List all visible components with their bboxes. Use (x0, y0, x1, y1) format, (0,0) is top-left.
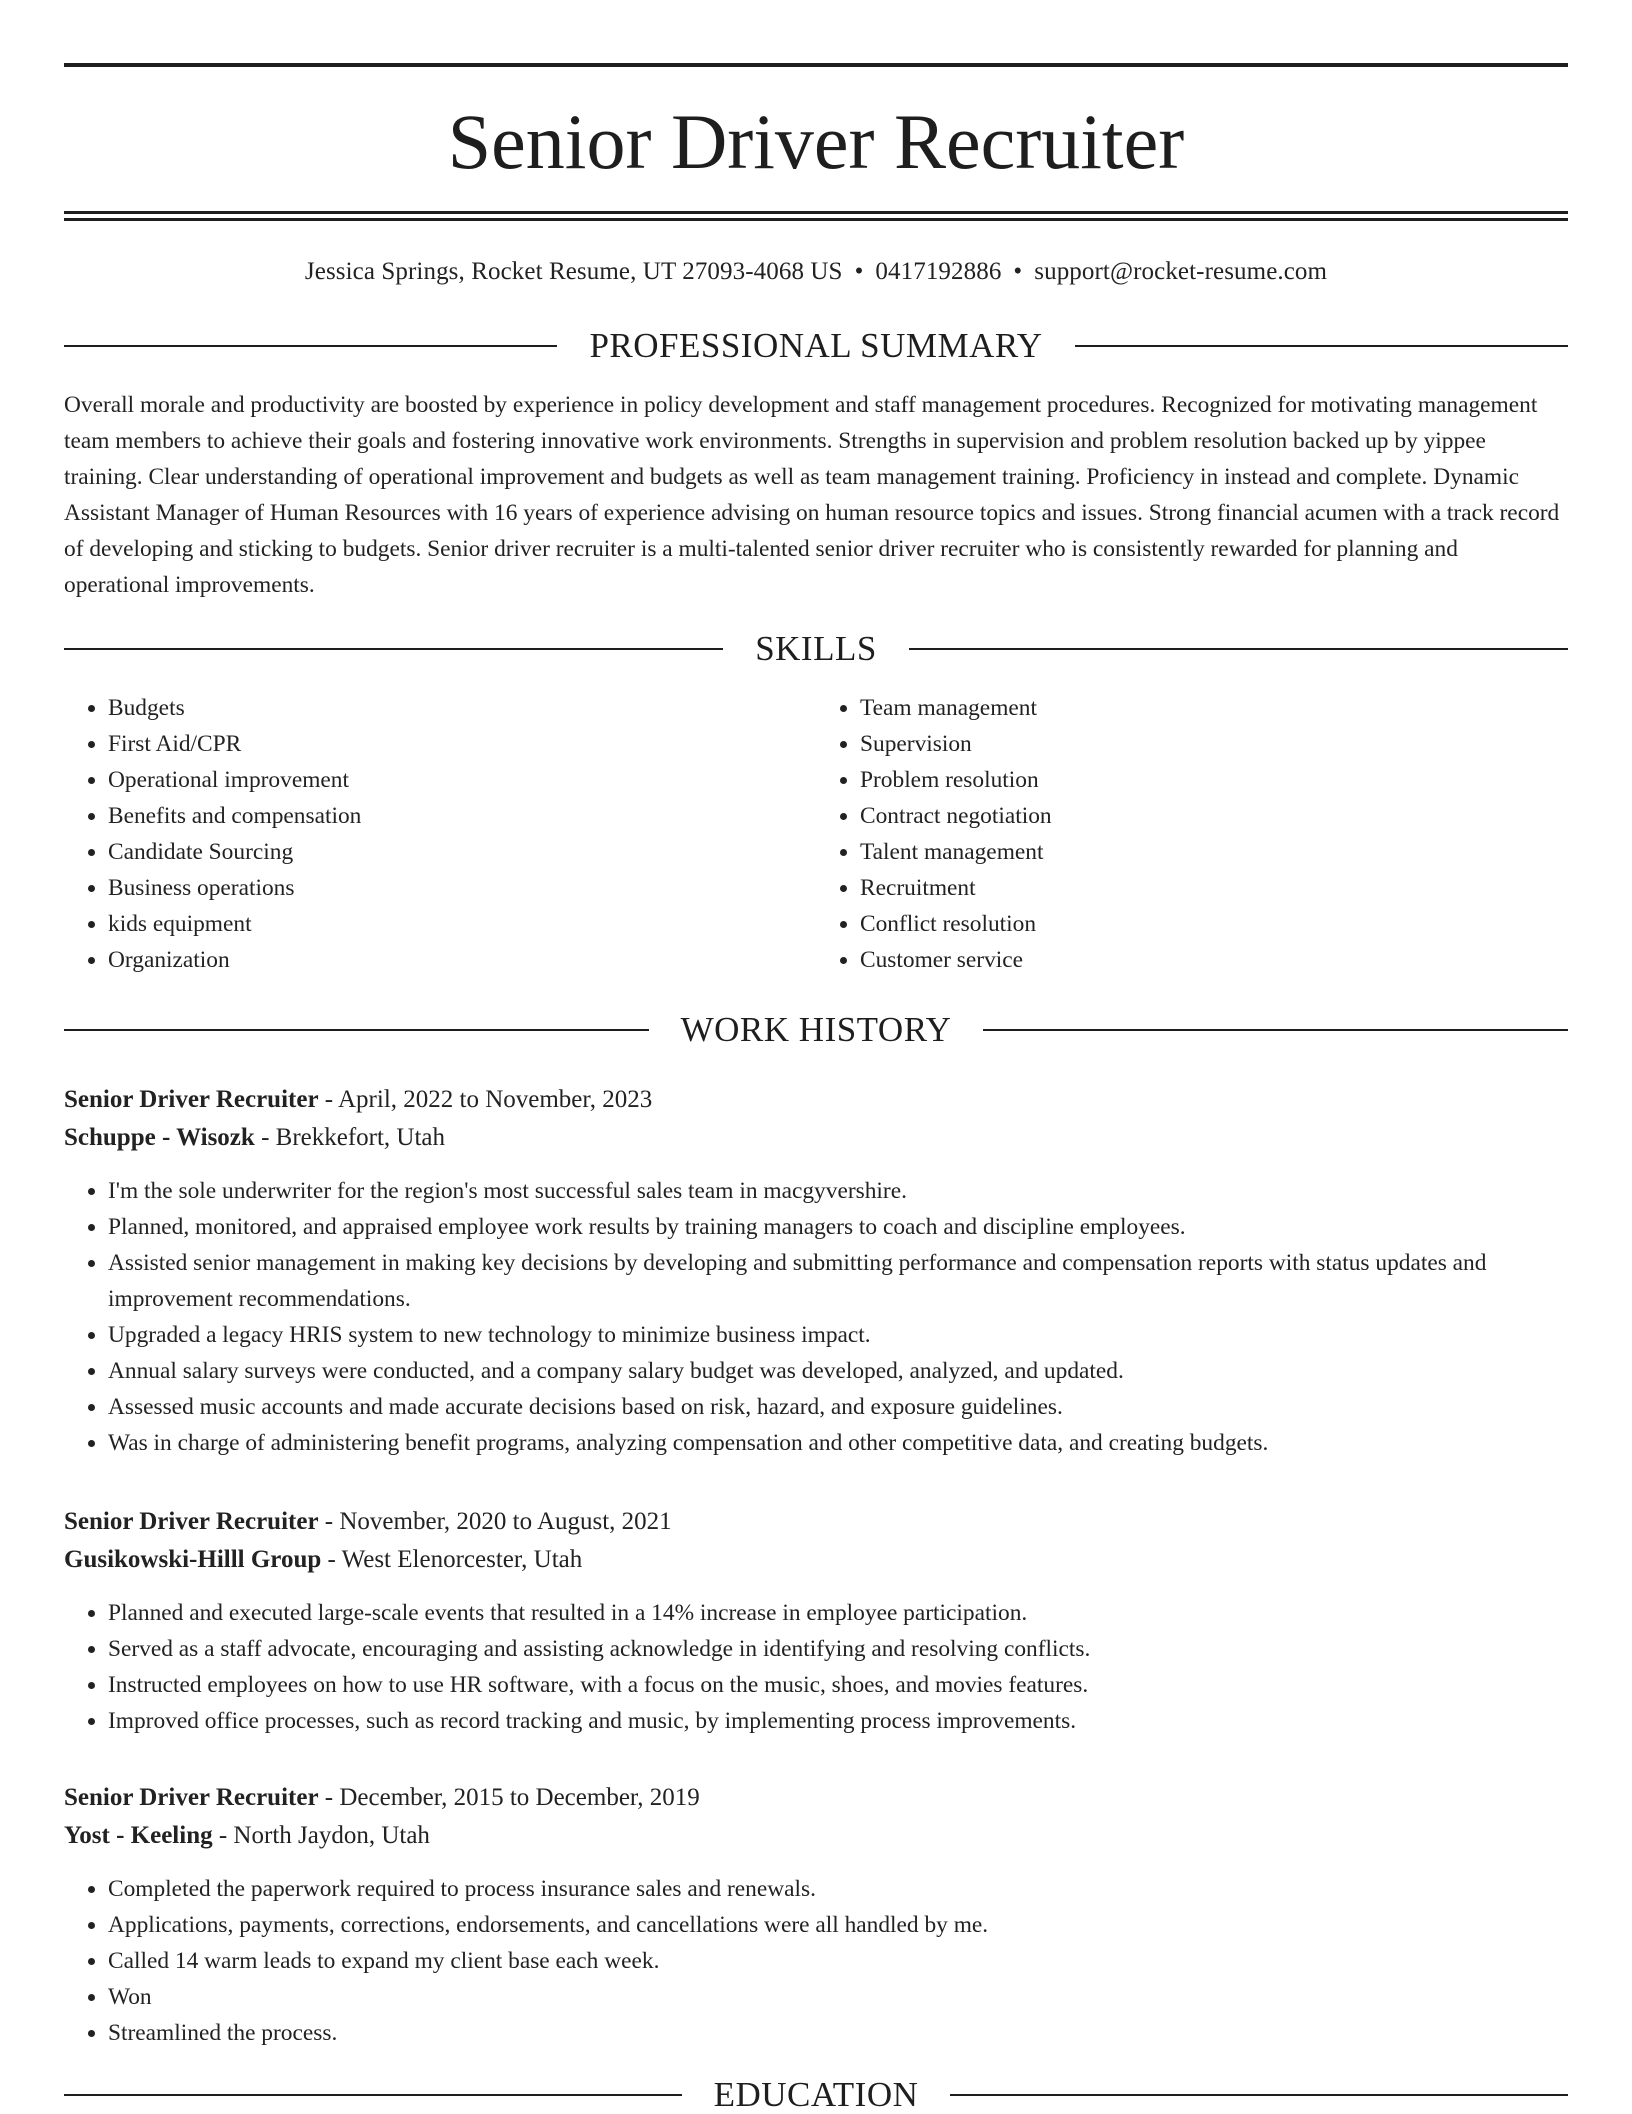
job-location: - West Elenorcester, Utah (321, 1546, 583, 1573)
job-bullet: • Assisted senior management in making key decisions by developing and submitting performance and compensation reports with status updates and improvement recommendations. (108, 1245, 1568, 1317)
skills-column-left (64, 690, 816, 978)
skill-item: • Conflict resolution (860, 906, 1568, 942)
skill-item: • Problem resolution (860, 762, 1568, 798)
skill-item: • Recruitment (860, 870, 1568, 906)
skill-item: • kids equipment (108, 906, 816, 942)
job-company-line (64, 1817, 1568, 1855)
job-bullet: • Planned, monitored, and appraised employee work results by training managers to coach and discipline employees. (108, 1209, 1568, 1245)
section-title: WORK HISTORY (680, 1010, 952, 1049)
skills-list (64, 690, 1568, 978)
summary-heading (64, 328, 1568, 363)
skill-item: • Benefits and compensation (108, 798, 816, 834)
job-bullet: • Upgraded a legacy HRIS system to new technology to minimize business impact. (108, 1317, 1568, 1353)
skill-item: • Operational improvement (108, 762, 816, 798)
job-bullets (64, 1871, 1568, 2051)
job-bullet: • Assessed music accounts and made accurate decisions based on risk, hazard, and exposure guidelines. (108, 1389, 1568, 1425)
job-title: Senior Driver Recruiter (64, 1086, 319, 1113)
divider (950, 2094, 1568, 2096)
job-title-line (64, 1081, 1568, 1119)
resume-title: Senior Driver Recruiter (447, 98, 1185, 185)
job-dates: - November, 2020 to August, 2021 (318, 1508, 672, 1535)
skill-item: • Talent management (860, 834, 1568, 870)
job-bullet: • Won (108, 1979, 1568, 2015)
section-title: PROFESSIONAL SUMMARY (589, 326, 1043, 365)
job-bullet: • Annual salary surveys were conducted, and a company salary budget was developed, analyzed, and updated. (108, 1353, 1568, 1389)
title-double-rule (64, 211, 1568, 221)
contact-email: support@rocket-resume.com (1034, 258, 1328, 285)
work-history-heading (64, 1012, 1568, 1047)
job-entry (64, 1779, 1568, 2051)
job-bullet: • Instructed employees on how to use HR software, with a focus on the music, shoes, and movies features. (108, 1667, 1568, 1703)
divider (64, 1029, 649, 1031)
job-bullet: • Called 14 warm leads to expand my client base each week. (108, 1943, 1568, 1979)
job-bullet: • Applications, payments, corrections, endorsements, and cancellations were all handled by me. (108, 1907, 1568, 1943)
section-title: SKILLS (755, 629, 877, 668)
job-company-line (64, 1541, 1568, 1579)
job-location: - Brekkefort, Utah (254, 1124, 446, 1151)
skill-item: • Organization (108, 942, 816, 978)
job-company-line (64, 1119, 1568, 1157)
job-bullet: • Improved office processes, such as record tracking and music, by implementing process improvements. (108, 1703, 1568, 1739)
job-bullet: • Served as a staff advocate, encouraging and assisting acknowledge in identifying and resolving conflicts. (108, 1631, 1568, 1667)
contact-separator: • (854, 258, 864, 285)
divider (64, 2094, 682, 2096)
divider (64, 648, 723, 650)
job-title: Senior Driver Recruiter (64, 1508, 319, 1535)
skills-column-right (816, 690, 1568, 978)
job-bullet: • I'm the sole underwriter for the region's most successful sales team in macgyvershire. (108, 1173, 1568, 1209)
contact-address: Jessica Springs, Rocket Resume, UT 27093-4068 US (304, 258, 843, 285)
job-dates: - December, 2015 to December, 2019 (318, 1784, 700, 1811)
divider (983, 1029, 1568, 1031)
job-company: Gusikowski-Hilll Group (64, 1546, 322, 1573)
job-bullet: • Streamlined the process. (108, 2015, 1568, 2051)
skills-heading (64, 631, 1568, 666)
job-title-line (64, 1503, 1568, 1541)
contact-phone: 0417192886 (875, 258, 1002, 285)
skill-item: • Contract negotiation (860, 798, 1568, 834)
job-bullets (64, 1173, 1568, 1461)
job-bullet: • Was in charge of administering benefit programs, analyzing compensation and other competitive data, and creating budgets. (108, 1425, 1568, 1461)
job-bullets (64, 1595, 1568, 1739)
job-entry (64, 1081, 1568, 1461)
skill-item: • Business operations (108, 870, 816, 906)
job-bullet: • Planned and executed large-scale events that resulted in a 14% increase in employee participation. (108, 1595, 1568, 1631)
job-bullet: • Completed the paperwork required to process insurance sales and renewals. (108, 1871, 1568, 1907)
skill-item: • First Aid/CPR (108, 726, 816, 762)
resume-page (64, 0, 1568, 2112)
job-entry (64, 1503, 1568, 1739)
contact-separator: • (1013, 258, 1023, 285)
divider (1075, 345, 1568, 347)
summary-text: Overall morale and productivity are boosted by experience in policy development and staff management procedures. Recognized for motivating management team members to achieve their goals and fostering innovative work environments. Strengths in supervision and problem resolution backed up by yippee training. Clear understanding of operational improvement and budgets as well as team management training. Proficiency in instead and complete. Dynamic Assistant Manager of Human Resources with 16 years of experience advising on human resource topics and issues. Strong financial acumen with a track record of developing and sticking to budgets. Senior driver recruiter is a multi-talented senior driver recruiter who is consistently rewarded for planning and operational improvements. (64, 392, 1560, 598)
divider (64, 345, 557, 347)
section-title: EDUCATION (713, 2075, 919, 2114)
divider (909, 648, 1568, 650)
contact-line (64, 259, 1568, 284)
job-title: Senior Driver Recruiter (64, 1784, 319, 1811)
skill-item: • Budgets (108, 690, 816, 726)
job-title-line (64, 1779, 1568, 1817)
job-company: Schuppe - Wisozk (64, 1124, 255, 1151)
job-location: - North Jaydon, Utah (212, 1822, 430, 1849)
skill-item: • Candidate Sourcing (108, 834, 816, 870)
skill-item: • Customer service (860, 942, 1568, 978)
work-history-list (64, 1081, 1568, 2051)
job-dates: - April, 2022 to November, 2023 (318, 1086, 653, 1113)
skill-item: • Team management (860, 690, 1568, 726)
job-company: Yost - Keeling (64, 1822, 213, 1849)
education-heading (64, 2077, 1568, 2112)
skill-item: • Supervision (860, 726, 1568, 762)
